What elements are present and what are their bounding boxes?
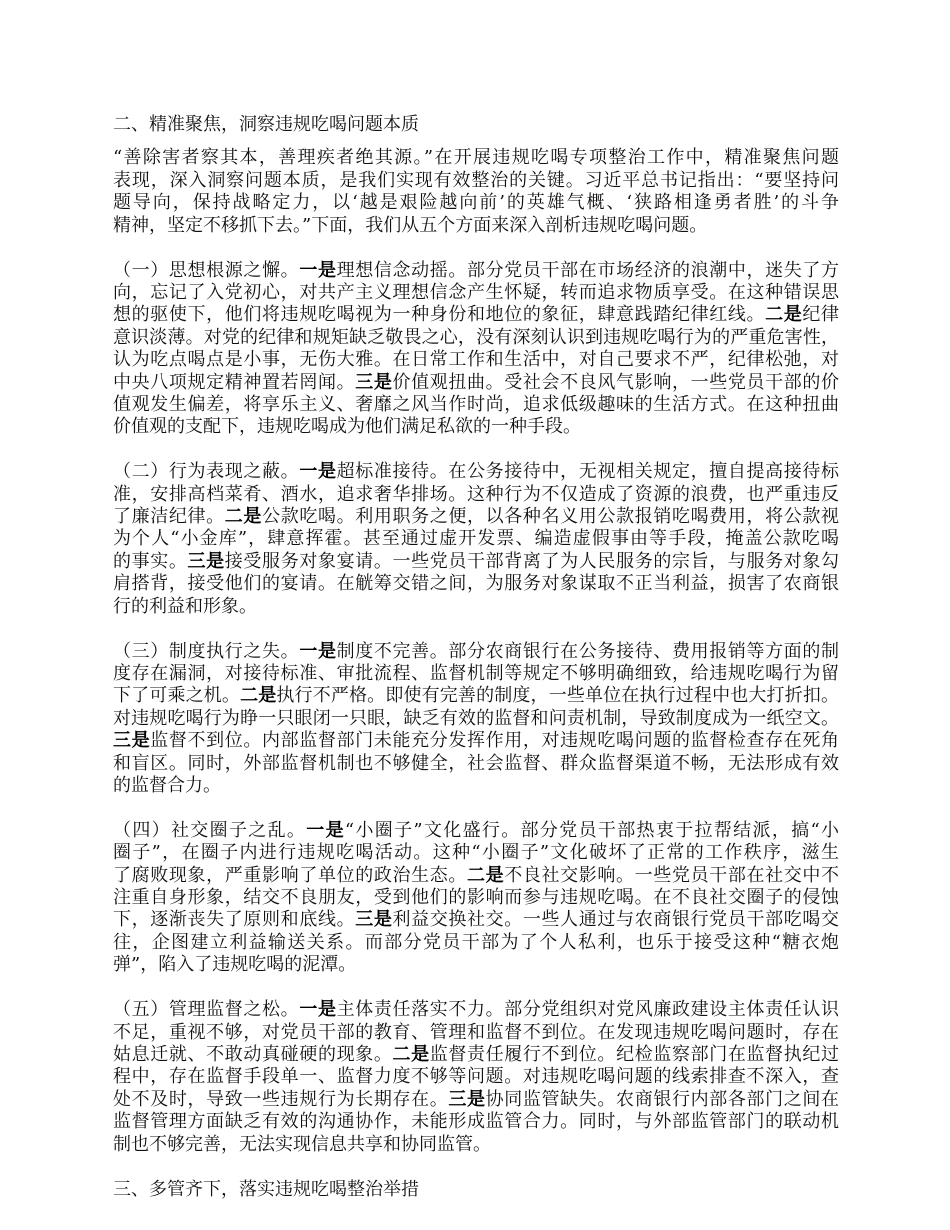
text-run: 弹”，陷入了违规吃喝的泥潭。 — [113, 954, 357, 976]
text-line — [113, 932, 839, 954]
text-line — [113, 775, 839, 797]
text-line — [113, 887, 839, 909]
text-run: 主体责任落实不力。部分党组织对党风廉政建设主体责任认识 — [336, 999, 840, 1021]
text-line — [113, 1089, 839, 1111]
paragraph — [113, 641, 839, 798]
text-line — [113, 461, 839, 483]
bold-run: 三是 — [355, 909, 393, 931]
text-run: 值观发生偏差，将享乐主义、奢靡之风当作时尚，追求低级趣味的生活方式。在这种扭曲 — [113, 393, 839, 415]
text-run: 下了可乘之机。 — [113, 685, 241, 707]
text-run: “小圈子”文化盛行。部分党员干部热衷于拉帮结派，搞“小 — [344, 819, 840, 841]
text-run: （二）行为表现之蔽。 — [113, 461, 300, 483]
text-run: 注重自身形象，结交不良朋友，受到他们的影响而参与违规吃喝。在不良社交圈子的侵蚀 — [113, 887, 839, 909]
text-line — [113, 663, 839, 685]
text-run: （四）社交圈子之乱。 — [113, 819, 307, 841]
text-run: 向，忘记了入党初心，对共产主义理想信念产生怀疑，转而追求物质享受。在这种错误思 — [113, 281, 839, 303]
text-line — [113, 1179, 839, 1201]
text-line — [113, 1134, 839, 1156]
text-run: 往，企图建立利益输送关系。而部分党员干部为了个人私利，也乐于接受这种“糖衣炮 — [113, 931, 839, 953]
bold-run: 一是 — [299, 640, 337, 662]
bold-run: 二是 — [467, 864, 505, 886]
text-run: 的事实。 — [113, 550, 188, 572]
paragraph — [113, 461, 839, 618]
text-line — [113, 551, 839, 573]
bold-run: 二是 — [765, 304, 803, 326]
text-line — [113, 506, 839, 528]
text-run: 姑息迁就、不敢动真碰硬的现象。 — [113, 1044, 393, 1066]
text-run: 不足，重视不够，对党员干部的教育、管理和监督不到位。在发现违规吃喝问题时，存在 — [113, 1021, 839, 1043]
text-run: 中央八项规定精神置若罔闻。 — [113, 371, 356, 393]
text-run: 执行不严格。即使有完善的制度，一些单位在执行过程中也大打折扣。 — [276, 685, 840, 707]
bold-run: 三是 — [448, 1088, 486, 1110]
text-run: 想的驱使下，他们将违规吃喝视为一种身份和地位的象征，肆意践踏纪律红线。 — [113, 304, 766, 326]
text-line — [113, 372, 839, 394]
text-line — [113, 114, 839, 136]
bold-run: 一是 — [306, 819, 345, 841]
text-run: 意识淡薄。对党的纪律和规矩缺乏敬畏之心，没有深刻认识到违规吃喝行为的严重危害性， — [113, 326, 839, 348]
text-line — [113, 842, 839, 864]
text-line — [113, 708, 839, 730]
text-line — [113, 909, 839, 931]
section-heading — [113, 114, 839, 136]
text-line — [113, 327, 839, 349]
text-line — [113, 416, 839, 438]
bold-run: 一是 — [299, 259, 337, 281]
text-run: 超标准接待。在公务接待中，无视相关规定，擅自提高接待标 — [336, 461, 840, 483]
text-line — [113, 573, 839, 595]
text-run: 接受服务对象宴请。一些党员干部背离了为人民服务的宗旨，与服务对象勾 — [224, 550, 840, 572]
text-run: 圈子”，在圈子内进行违规吃喝活动。这种“小圈子”文化破坏了正常的工作秩序，滋生 — [113, 842, 839, 864]
text-run: 和盲区。同时，外部监督机制也不够健全，社会监督、群众监督渠道不畅，无法形成有效 — [113, 752, 839, 774]
text-line — [113, 215, 839, 237]
text-run: 公款吃喝。利用职务之便，以各种名义用公款报销吃喝费用，将公款视 — [262, 506, 840, 528]
bold-run: 二是 — [392, 1044, 430, 1066]
text-line — [113, 1066, 839, 1088]
text-run: 了廉洁纪律。 — [113, 506, 225, 528]
text-line — [113, 394, 839, 416]
text-run: 表现，深入洞察问题本质，是我们实现有效整治的关键。习近平总书记指出：“要坚持问 — [113, 169, 839, 191]
text-line — [113, 820, 839, 842]
text-run: 精神，坚定不移抓下去。”下面，我们从五个方面来深入剖析违规吃喝问题。 — [113, 214, 708, 236]
text-line — [113, 484, 839, 506]
text-run: 准，安排高档菜肴、酒水，追求奢华排场。这种行为不仅造成了资源的浪费，也严重违反 — [113, 483, 839, 505]
paragraph — [113, 260, 839, 439]
text-run: 监督责任履行不到位。纪检监察部门在监督执纪过 — [429, 1044, 840, 1066]
bold-run: 三是 — [187, 550, 225, 572]
text-line — [113, 641, 839, 663]
bold-run: 三是 — [113, 730, 151, 752]
paragraph — [113, 820, 839, 977]
text-line — [113, 1044, 839, 1066]
text-line — [113, 730, 839, 752]
paragraph — [113, 147, 839, 237]
bold-run: 一是 — [299, 461, 337, 483]
bold-run: 一是 — [299, 999, 337, 1021]
text-run: 价值观的支配下，违规吃喝成为他们满足私欲的一种手段。 — [113, 416, 581, 438]
text-run: （五）管理监督之松。 — [113, 999, 300, 1021]
bold-run: 二是 — [224, 506, 263, 528]
text-run: 题导向，保持战略定力，以‘越是艰险越向前’的英雄气概、‘狭路相逢勇者胜’的斗争 — [113, 192, 839, 214]
text-run: 理想信念动摇。部分党员干部在市场经济的浪潮中，迷失了方 — [336, 259, 840, 281]
text-run: 不良社交影响。一些党员干部在社交中不 — [504, 864, 840, 886]
text-run: 监督管理方面缺乏有效的沟通协作，未能形成监管合力。同时，与外部监管部门的联动机 — [113, 1111, 839, 1133]
text-line — [113, 528, 839, 550]
text-line — [113, 304, 839, 326]
text-run: 度存在漏洞，对接待标准、审批流程、监督机制等规定不够明确细致，给违规吃喝行为留 — [113, 662, 839, 684]
text-run: 价值观扭曲。受社会不良风气影响，一些党员干部的价 — [392, 371, 840, 393]
text-line — [113, 260, 839, 282]
text-line — [113, 1111, 839, 1133]
text-run: 三、多管齐下，落实违规吃喝整治举措 — [113, 1178, 419, 1200]
paragraph — [113, 999, 839, 1156]
text-line — [113, 147, 839, 169]
text-line — [113, 999, 839, 1021]
text-run: 的监督合力。 — [113, 774, 221, 796]
text-run: 协同监管缺失。农商银行内部各部门之间在 — [485, 1088, 840, 1110]
text-run: 程中，存在监督手段单一、监督力度不够等问题。对违规吃喝问题的线索排查不深入，查 — [113, 1066, 839, 1088]
section-heading — [113, 1179, 839, 1201]
text-line — [113, 192, 839, 214]
text-run: 利益交换社交。一些人通过与农商银行党员干部吃喝交 — [392, 909, 840, 931]
text-run: 纪律 — [802, 304, 840, 326]
text-run: 下，逐渐丧失了原则和底线。 — [113, 909, 356, 931]
text-line — [113, 753, 839, 775]
text-line — [113, 865, 839, 887]
text-run: “善除害者察其本，善理疾者绝其源。”在开展违规吃喝专项整治工作中，精准聚焦问题 — [113, 147, 839, 169]
text-run: （一）思想根源之懈。 — [113, 259, 300, 281]
text-line — [113, 349, 839, 371]
text-line — [113, 170, 839, 192]
text-run: 行的利益和形象。 — [113, 595, 257, 617]
text-run: 制度不完善。部分农商银行在公务接待、费用报销等方面的制 — [336, 640, 840, 662]
text-run: 监督不到位。内部监督部门未能充分发挥作用，对违规吃喝问题的监督检查存在死角 — [150, 730, 839, 752]
text-run: 对违规吃喝行为睁一只眼闭一只眼，缺乏有效的监督和问责机制，导致制度成为一纸空文。 — [113, 707, 839, 729]
document-body — [113, 114, 839, 1212]
text-run: 二、精准聚焦，洞察违规吃喝问题本质 — [113, 114, 419, 135]
text-line — [113, 954, 839, 976]
text-run: 了腐败现象，严重影响了单位的政治生态。 — [113, 864, 467, 886]
text-line — [113, 596, 839, 618]
text-run: 制也不够完善，无法实现信息共享和协同监管。 — [113, 1133, 491, 1155]
text-line — [113, 282, 839, 304]
bold-run: 二是 — [240, 685, 277, 707]
text-run: （三）制度执行之失。 — [113, 640, 300, 662]
text-run: 为个人“小金库”，肆意挥霍。甚至通过虚开发票、编造虚假事由等手段，掩盖公款吃喝 — [113, 528, 839, 550]
text-line — [113, 685, 839, 707]
text-run: 肩搭背，接受他们的宴请。在觥筹交错之间，为服务对象谋取不正当利益，损害了农商银 — [113, 573, 839, 595]
text-line — [113, 1022, 839, 1044]
text-run: 处不及时，导致一些违规行为长期存在。 — [113, 1088, 449, 1110]
text-run: 认为吃点喝点是小事，无伤大雅。在日常工作和生活中，对自己要求不严，纪律松弛，对 — [113, 349, 839, 371]
bold-run: 三是 — [355, 371, 393, 393]
